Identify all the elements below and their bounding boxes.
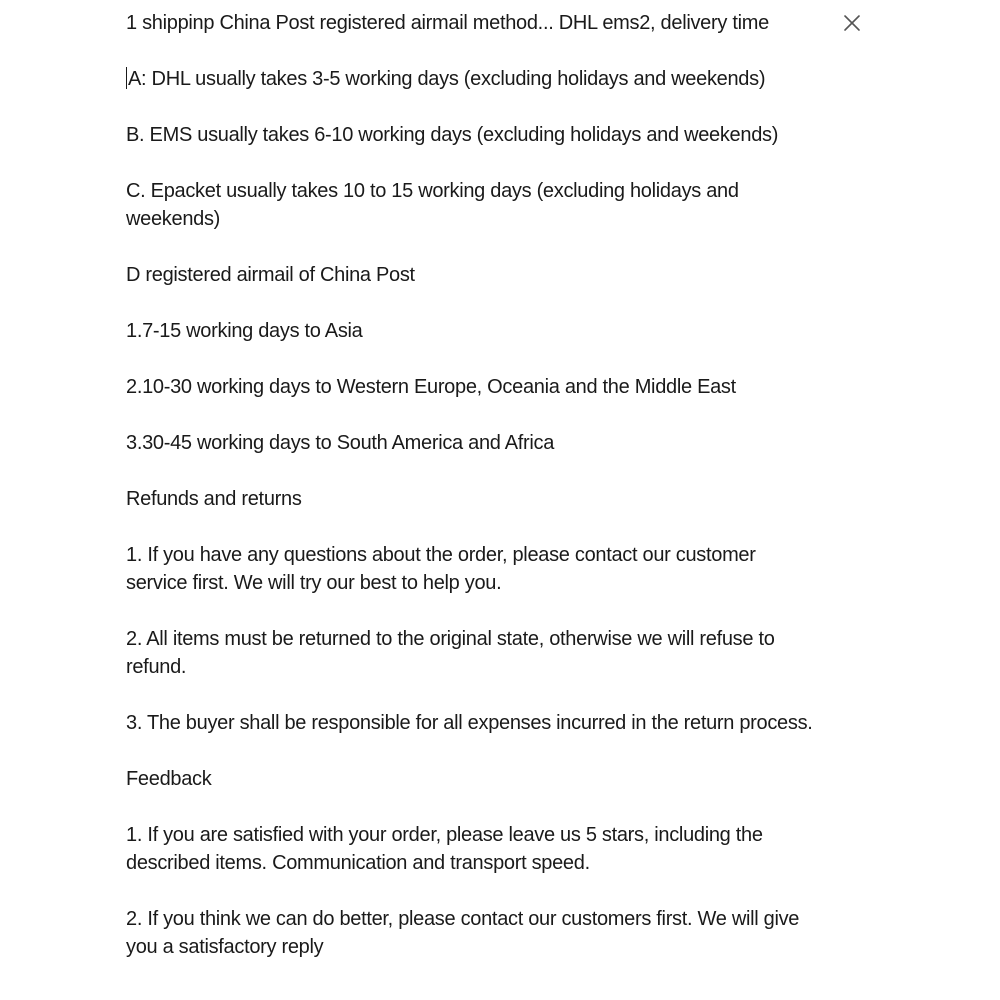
shipping-option-ems: B. EMS usually takes 6-10 working days (excluding holidays and weekends) xyxy=(126,124,779,146)
feedback-policy-2: 2. If you think we can do better, please contact our customers first. We will give you a satisfactory reply xyxy=(126,908,800,958)
close-button[interactable] xyxy=(836,7,868,39)
delivery-time-asia: 1.7-15 working days to Asia xyxy=(126,320,363,342)
delivery-time-south-america: 3.30-45 working days to South America and Africa xyxy=(126,432,555,454)
shipping-method-heading: 1 shippinp China Post registered airmail method... DHL ems2, delivery time xyxy=(126,12,769,34)
shipping-option-dhl: A: DHL usually takes 3-5 working days (excluding holidays and weekends) xyxy=(126,65,816,93)
close-icon xyxy=(843,14,861,32)
refund-policy-3: 3. The buyer shall be responsible for all expenses incurred in the return process. xyxy=(126,712,813,734)
shipping-option-epacket: C. Epacket usually takes 10 to 15 working days (excluding holidays and weekends) xyxy=(126,180,739,230)
refund-policy-1: 1. If you have any questions about the order, please contact our customer service first. We will try our best to help you. xyxy=(126,544,756,594)
feedback-policy-1: 1. If you are satisfied with your order, please leave us 5 stars, including the described items. Communication and transport speed. xyxy=(126,824,763,874)
description-text xyxy=(126,9,816,989)
delivery-time-europe: 2.10-30 working days to Western Europe, Oceania and the Middle East xyxy=(126,376,736,398)
shipping-option-china-post: D registered airmail of China Post xyxy=(126,264,415,286)
refunds-heading: Refunds and returns xyxy=(126,488,302,510)
feedback-heading: Feedback xyxy=(126,768,212,790)
refund-policy-2: 2. All items must be returned to the original state, otherwise we will refuse to refund. xyxy=(126,628,775,678)
